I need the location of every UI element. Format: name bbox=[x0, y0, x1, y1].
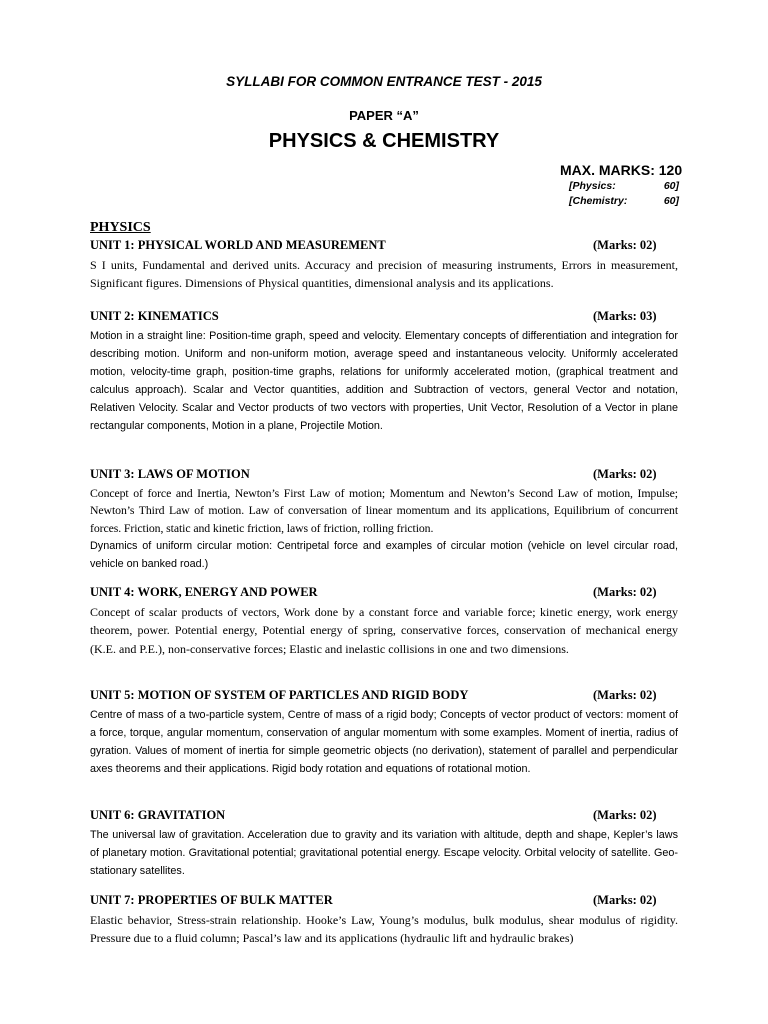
section-title: PHYSICS bbox=[90, 220, 151, 235]
unit-description: Motion in a straight line: Position-time graph, speed and velocity. Elementary concepts of differentiation and integration for describing motion. Uniform and non-uniform motion, average speed and instantaneous velocity. Uniformly accelerated motion, velocity-time graph, position-time graphs, relations for uniformly accelerated motion, (graphical treatment and calculus approach). Scalar and Vector quantities, addition and Subtraction of vectors, general Vector and notation, Relativen Velocity. Scalar and Vector products of two vectors with properties, Unit Vector, Resolution of a Vector in plane rectangular components, Motion in a plane, Projectile Motion. bbox=[90, 330, 678, 433]
unit-4 bbox=[90, 585, 678, 658]
unit-title: UNIT 4: WORK, ENERGY AND POWER bbox=[90, 585, 318, 599]
subject-title: PHYSICS & CHEMISTRY bbox=[268, 130, 500, 152]
unit-6 bbox=[90, 808, 678, 880]
unit-title: UNIT 6: GRAVITATION bbox=[90, 808, 226, 822]
unit-header bbox=[90, 688, 678, 706]
unit-header bbox=[90, 309, 678, 327]
marks-split-chemistry bbox=[569, 195, 679, 207]
unit-title: UNIT 2: KINEMATICS bbox=[90, 309, 219, 323]
unit-title: UNIT 5: MOTION OF SYSTEM OF PARTICLES AND RIGID BODY bbox=[90, 688, 469, 702]
unit-5 bbox=[90, 688, 678, 778]
unit-marks: (Marks: 02) bbox=[593, 893, 657, 907]
syllabi-title: SYLLABI FOR COMMON ENTRANCE TEST - 2015 bbox=[226, 74, 542, 89]
unit-header bbox=[90, 238, 678, 256]
unit-title: UNIT 7: PROPERTIES OF BULK MATTER bbox=[90, 893, 333, 907]
unit-header bbox=[90, 467, 678, 485]
marks-split-value: 60] bbox=[663, 195, 679, 207]
unit-3 bbox=[90, 467, 678, 573]
unit-title: UNIT 1: PHYSICAL WORLD AND MEASUREMENT bbox=[90, 238, 386, 252]
unit-marks: (Marks: 02) bbox=[593, 238, 657, 252]
unit-header bbox=[90, 808, 678, 826]
unit-marks: (Marks: 02) bbox=[593, 585, 657, 599]
unit-description: Centre of mass of a two-particle system, Centre of mass of a rigid body; Concepts of vector product of vectors: moment of a force, torque, angular momentum, conservation of angular momentum with some examples. Moment of inertia, radius of gyration. Values of moment of inertia for simple geometric objects (no derivation), statement of parallel and perpendicular axes theorems and their applications. Rigid body rotation and equations of rotational motion. bbox=[90, 709, 678, 776]
unit-marks: (Marks: 02) bbox=[593, 688, 657, 702]
unit-description: The universal law of gravitation. Acceleration due to gravity and its variation with altitude, depth and shape, Kepler’s laws of planetary motion. Gravitational potential; gravitational potential energy. Escape velocity. Orbital velocity of satellite. Geo-stationary satellites. bbox=[90, 829, 678, 878]
unit-title: UNIT 3: LAWS OF MOTION bbox=[90, 467, 250, 481]
max-marks: MAX. MARKS: 120 bbox=[560, 162, 683, 178]
unit-description: S I units, Fundamental and derived units. Accuracy and precision of measuring instruments, Errors in measurement, Significant figures. Dimensions of Physical quantities, dimensional analysis and its applications. bbox=[90, 258, 678, 291]
unit-description: Concept of scalar products of vectors, Work done by a constant force and variable force; kinetic energy, work energy theorem, power. Potential energy, Potential energy of spring, conservative forces, conservation of mechanical energy (K.E. and P.E.), non-conservative forces; Elastic and inelastic collisions in one and two dimensions. bbox=[90, 605, 678, 656]
marks-split-label: [Chemistry: bbox=[569, 195, 628, 207]
unit-description: Elastic behavior, Stress-strain relationship. Hooke’s Law, Young’s modulus, bulk modulus, shear modulus of rigidity. Pressure due to a fluid column; Pascal’s law and its applications (hydraulic lift and hydraulic brakes) bbox=[90, 913, 678, 946]
unit-marks: (Marks: 02) bbox=[593, 467, 657, 481]
marks-split-physics bbox=[569, 180, 679, 192]
marks-split-value: 60] bbox=[663, 180, 679, 192]
unit-header bbox=[90, 585, 678, 603]
unit-7 bbox=[90, 893, 678, 948]
unit-marks: (Marks: 02) bbox=[593, 808, 657, 822]
marks-split-label: [Physics: bbox=[569, 180, 616, 192]
unit-1 bbox=[90, 238, 678, 293]
unit-description-continued: Dynamics of uniform circular motion: Centripetal force and examples of circular motion (vehicle on level circular road, vehicle on banked road.) bbox=[90, 540, 678, 571]
unit-2 bbox=[90, 309, 678, 436]
unit-marks: (Marks: 03) bbox=[593, 309, 657, 323]
paper-label: PAPER “A” bbox=[349, 108, 419, 123]
unit-description: Concept of force and Inertia, Newton’s First Law of motion; Momentum and Newton’s Second Law of motion, Impulse; Newton’s Third Law of motion. Law of conversation of linear momentum and its applications, Equilibrium of concurrent forces. Friction, static and kinetic friction, laws of friction, rolling friction. bbox=[90, 486, 678, 535]
unit-header bbox=[90, 893, 678, 911]
